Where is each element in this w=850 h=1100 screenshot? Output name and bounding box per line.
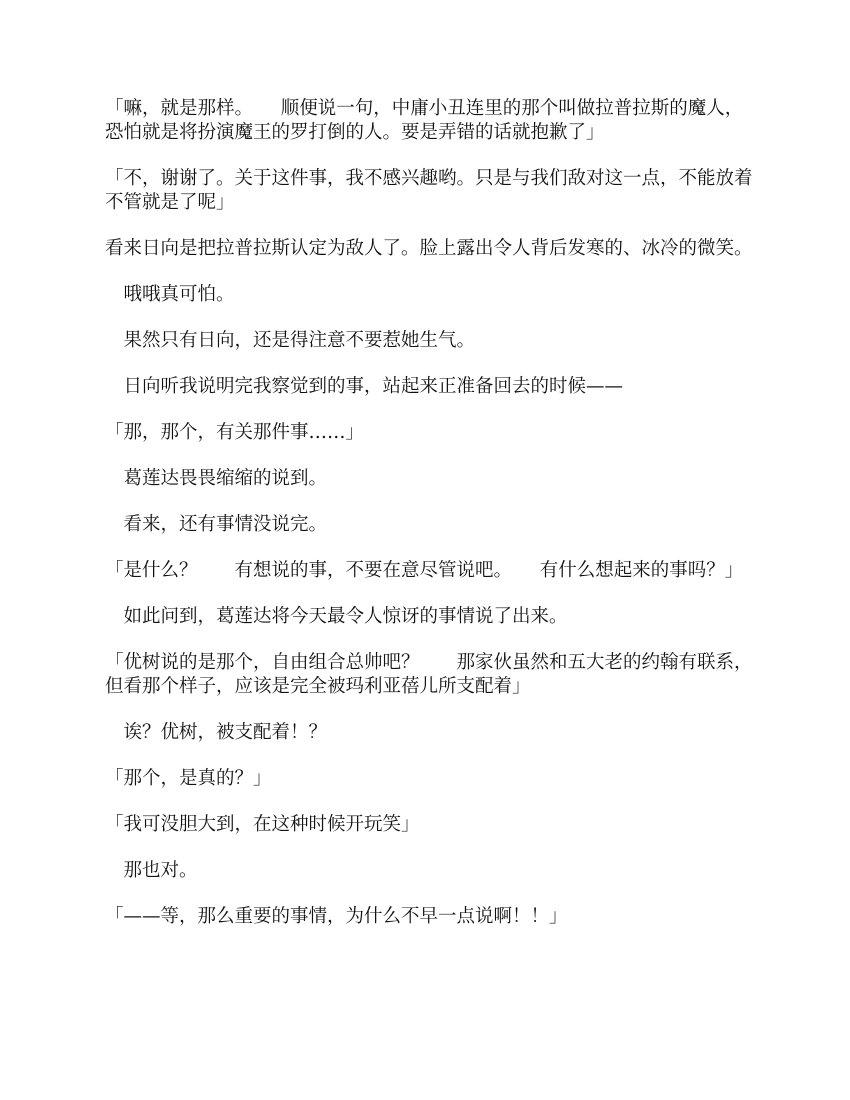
paragraph: 「嘛，就是那样。 顺便说一句，中庸小丑连里的那个叫做拉普拉斯的魔人，恐怕就是将扮演魔王的罗打倒的人。要是弄错的话就抱歉了」 bbox=[105, 98, 744, 143]
paragraph: 看来，还有事情没说完。 bbox=[105, 514, 328, 535]
paragraph: 「优树说的是那个，自由组合总帅吧？ 那家伙虽然和五大老的约翰有联系，但看那个样子，应该是完全被玛利亚蓓儿所支配着」 bbox=[105, 652, 753, 697]
paragraph: 日向听我说明完我察觉到的事，站起来正准备回去的时候—— bbox=[105, 376, 624, 397]
paragraph: 「是什么？ 有想说的事，不要在意尽管说吧。 有什么想起来的事吗？」 bbox=[105, 560, 744, 581]
paragraph: 「那个，是真的？」 bbox=[105, 768, 272, 789]
paragraph: 看来日向是把拉普拉斯认定为敌人了。脸上露出令人背后发寒的、冰冷的微笑。 bbox=[105, 238, 753, 259]
paragraph: 「我可没胆大到，在这种时候开玩笑」 bbox=[105, 814, 420, 835]
paragraph: 果然只有日向，还是得注意不要惹她生气。 bbox=[105, 330, 476, 351]
paragraph: 哦哦真可怕。 bbox=[105, 284, 235, 305]
paragraph: 「——等，那么重要的事情，为什么不早一点说啊！！」 bbox=[105, 906, 568, 927]
text-body bbox=[105, 97, 753, 951]
paragraph: 「不，谢谢了。关于这件事，我不感兴趣哟。只是与我们敌对这一点，不能放着不管就是了呢」 bbox=[105, 168, 753, 213]
paragraph: 葛莲达畏畏缩缩的说到。 bbox=[105, 468, 328, 489]
paragraph: 那也对。 bbox=[105, 860, 198, 881]
paragraph: 诶？优树，被支配着！？ bbox=[105, 722, 328, 743]
paragraph: 如此问到，葛莲达将今天最令人惊讶的事情说了出来。 bbox=[105, 606, 568, 627]
paragraph: 「那，那个，有关那件事……」 bbox=[105, 422, 365, 443]
